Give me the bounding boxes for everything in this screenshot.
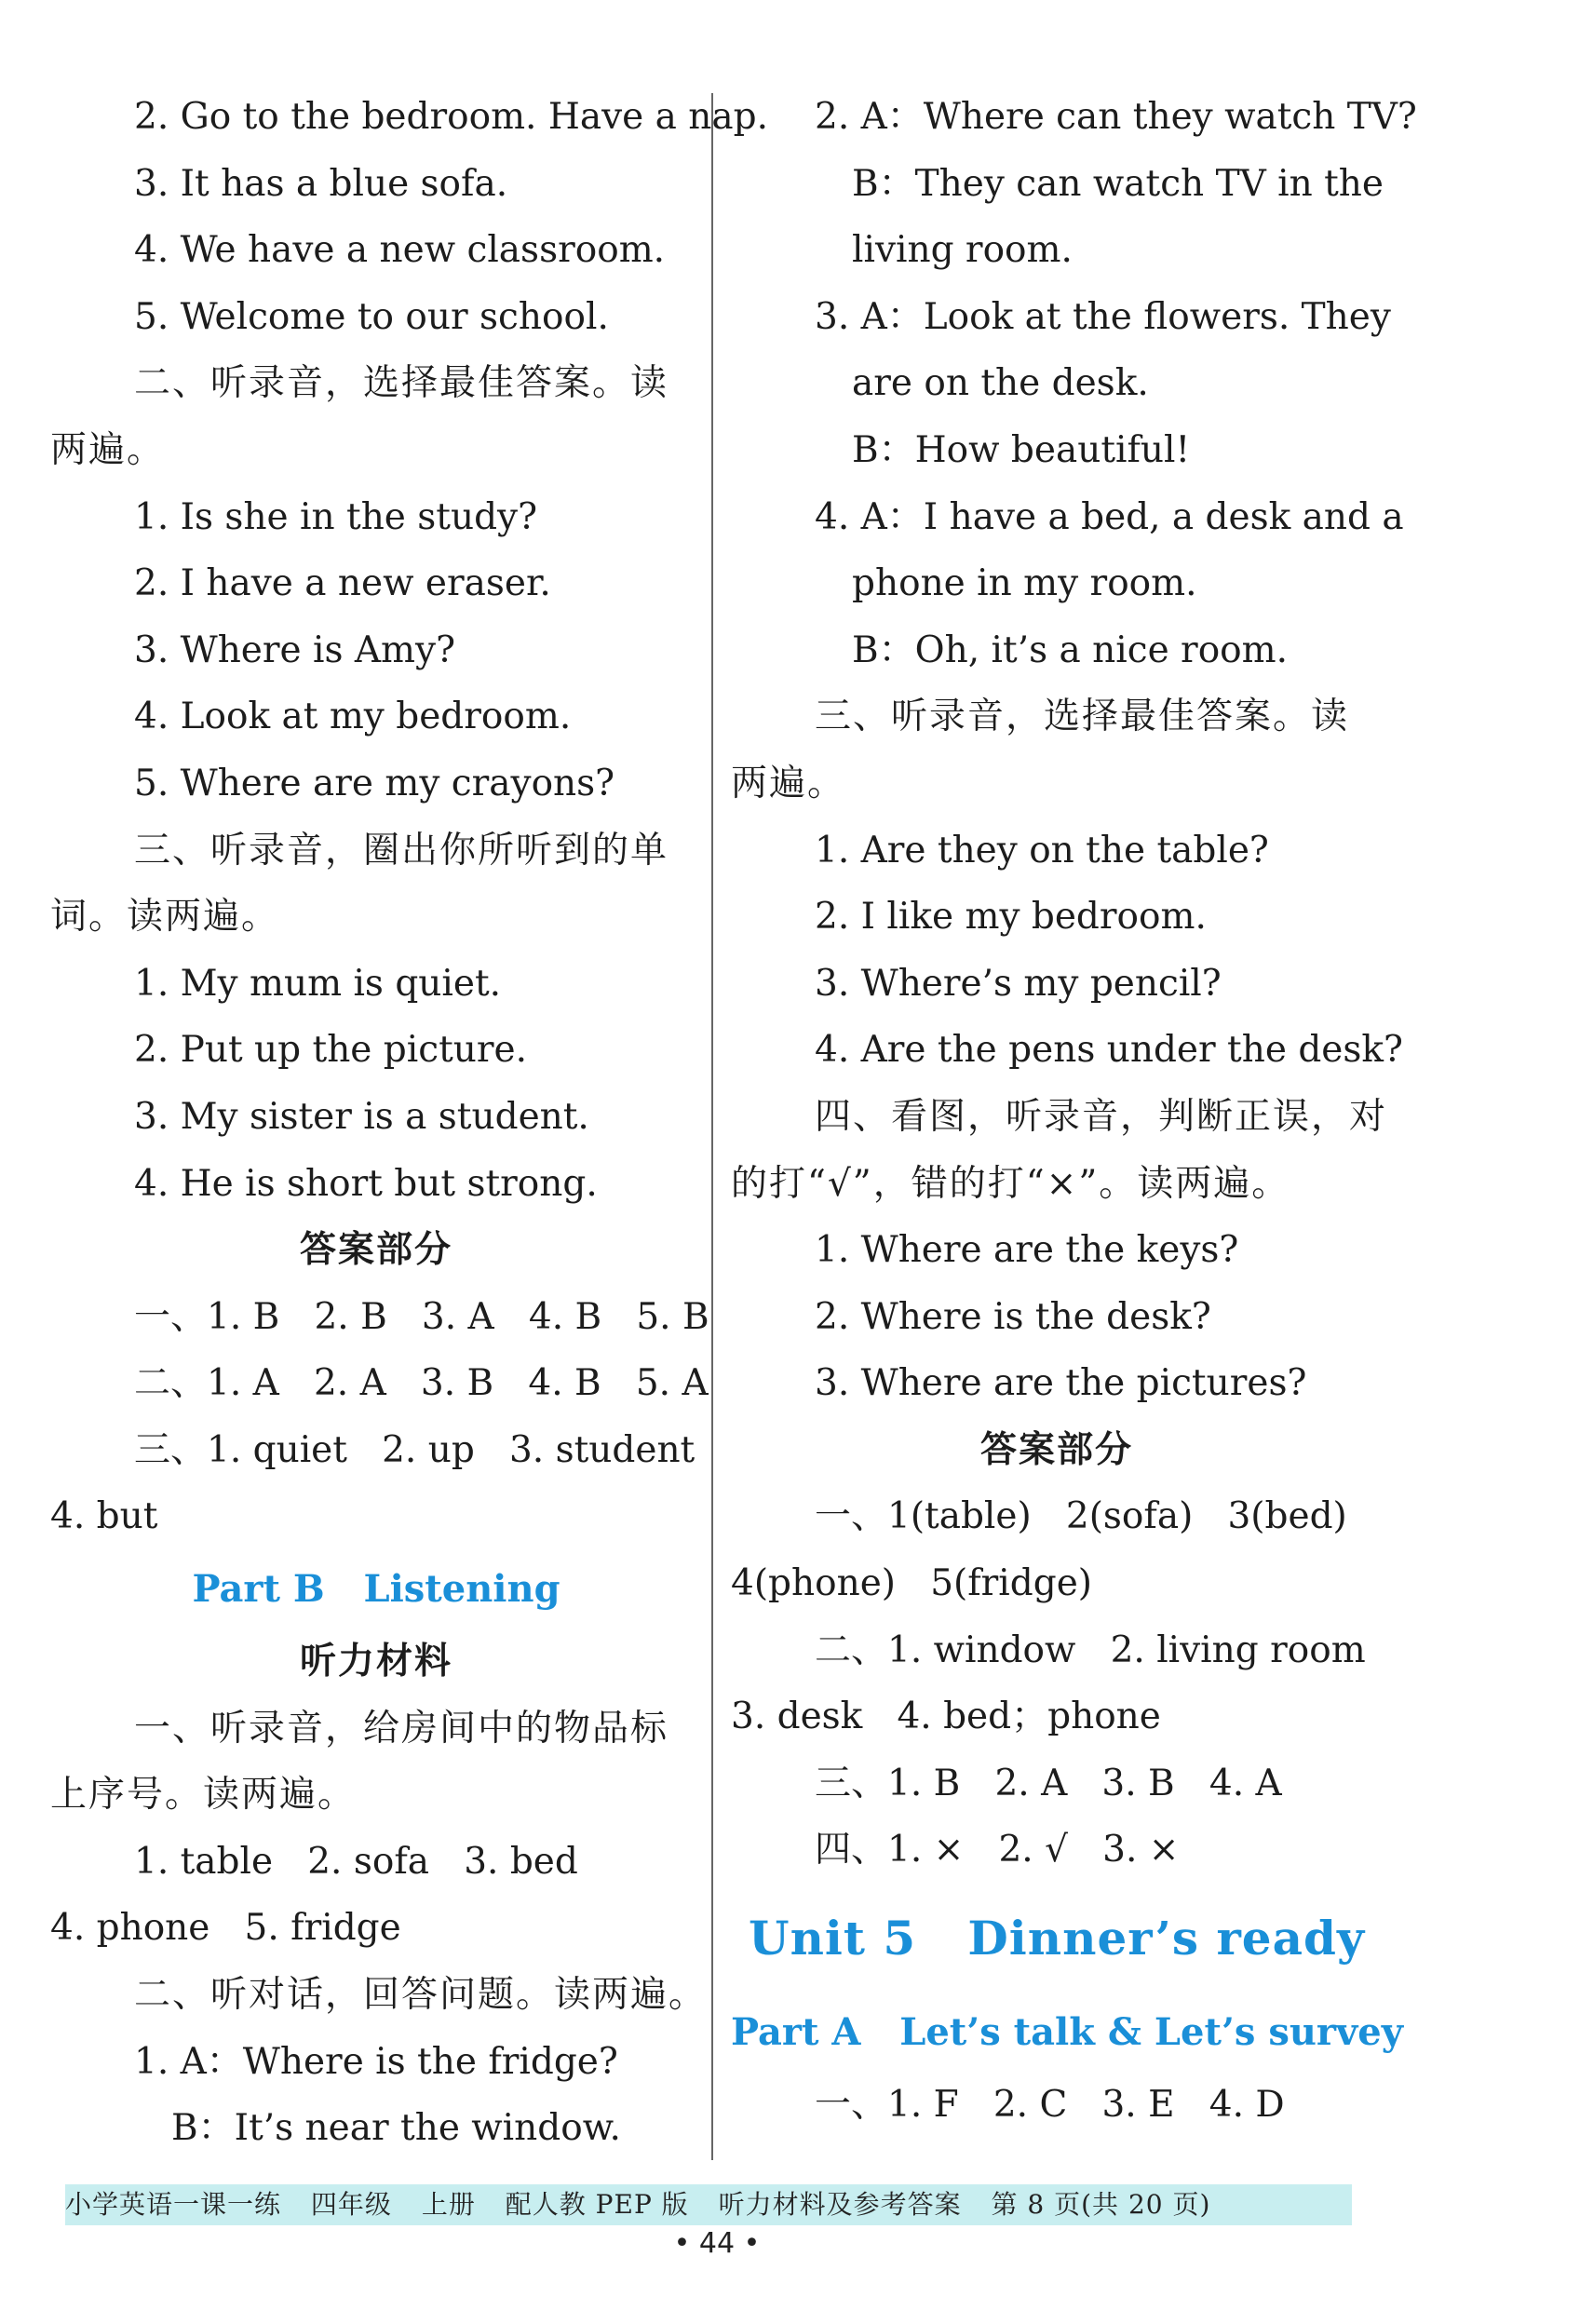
right-column [731, 84, 1417, 2139]
section-heading-cont: 的打“√”，错的打“×”。读两遍。 [731, 1162, 1290, 1205]
section-heading-cont: 两遍。 [50, 428, 166, 471]
dialogue-line: 1. A：Where is the fridge? [134, 2040, 618, 2083]
text-line: 2. Put up the picture. [134, 1029, 527, 1072]
section-heading-cont: 词。读两遍。 [50, 896, 280, 939]
text-line: 4. We have a new classroom. [134, 229, 666, 272]
answers-title: 答案部分 [979, 1427, 1133, 1471]
text-line: 5. Where are my crayons? [134, 762, 615, 804]
dialogue-line: B：They can watch TV in the [852, 162, 1384, 205]
dialogue-line: phone in my room. [852, 562, 1197, 605]
dialogue-line: 2. A：Where can they watch TV? [815, 96, 1417, 138]
answer-line: 4. but [50, 1495, 158, 1538]
answer-line: 3. desk 4. bed；phone [731, 1696, 1161, 1738]
text-line: 4. phone 5. fridge [50, 1907, 401, 1950]
answer-line: 4(phone) 5(fridge) [731, 1562, 1093, 1605]
text-line: 4. Are the pens under the desk? [815, 1029, 1403, 1072]
answer-line: 四、1. × 2. √ 3. × [815, 1829, 1180, 1871]
text-line: 1. Where are the keys? [815, 1229, 1239, 1272]
text-line: 4. Look at my bedroom. [134, 696, 572, 738]
answer-line: 一、1. F 2. C 3. E 4. D [815, 2084, 1285, 2127]
dialogue-line: B：It’s near the window. [171, 2107, 621, 2150]
section-heading: 三、听录音，圈出你所听到的单 [134, 829, 669, 872]
text-line: 5. Welcome to our school. [134, 295, 609, 338]
dialogue-line: are on the desk. [852, 362, 1149, 405]
left-column [50, 84, 768, 2162]
dialogue-line: living room. [852, 229, 1073, 272]
section-heading: 四、看图，听录音，判断正误，对 [815, 1095, 1388, 1138]
section-heading-cont: 上序号。读两遍。 [50, 1774, 357, 1817]
text-line: 3. Where’s my pencil? [815, 962, 1222, 1005]
answer-line: 一、1. B 2. B 3. A 4. B 5. B [134, 1295, 709, 1338]
part-a-heading: Part A Let’s talk & Let’s survey [731, 2010, 1403, 2055]
text-line: 3. Where is Amy? [134, 628, 455, 671]
text-line: 1. Are they on the table? [815, 829, 1269, 872]
text-line: 1. table 2. sofa 3. bed [134, 1840, 578, 1883]
answer-line: 三、1. B 2. A 3. B 4. A [815, 1762, 1282, 1804]
footer-grade: 四年级 [310, 2189, 392, 2220]
page-number: • 44 • [673, 2227, 761, 2260]
dialogue-line: B：Oh, it’s a nice room. [852, 628, 1289, 671]
section-heading: 二、听对话，回答问题。读两遍。 [134, 1974, 708, 2017]
text-line: 3. Where are the pictures? [815, 1362, 1307, 1405]
answer-line: 二、1. window 2. living room [815, 1628, 1366, 1671]
section-heading-cont: 两遍。 [731, 762, 846, 804]
answer-line: 一、1(table) 2(sofa) 3(bed) [815, 1495, 1347, 1538]
text-line: 2. Go to the bedroom. Have a nap. [134, 96, 768, 138]
answer-line: 三、1. quiet 2. up 3. student [134, 1428, 695, 1471]
text-line: 2. I have a new eraser. [134, 562, 551, 605]
text-line: 3. It has a blue sofa. [134, 162, 508, 205]
text-line: 4. He is short but strong. [134, 1162, 598, 1205]
footer-bar [65, 2184, 1352, 2225]
dialogue-line: 4. A：I have a bed, a desk and a [815, 495, 1404, 538]
answer-line: 二、1. A 2. A 3. B 4. B 5. A [134, 1362, 709, 1405]
text-line: 1. My mum is quiet. [134, 962, 502, 1005]
text-line: 1. Is she in the study? [134, 495, 537, 538]
text-line: 2. I like my bedroom. [815, 896, 1207, 939]
text-line: 2. Where is the desk? [815, 1295, 1211, 1338]
dialogue-line: B：How beautiful! [852, 428, 1191, 471]
footer-edition: 配人教 PEP 版 [505, 2189, 689, 2220]
section-heading: 二、听录音，选择最佳答案。读 [134, 362, 669, 405]
listening-title: 听力材料 [299, 1640, 452, 1683]
footer-page-of: 第 8 页(共 20 页) [991, 2189, 1211, 2220]
footer-book: 小学英语一课一练 [65, 2189, 282, 2220]
text-line: 3. My sister is a student. [134, 1095, 589, 1138]
unit-heading: Unit 5 Dinner’s ready [748, 1911, 1366, 1966]
dialogue-line: 3. A：Look at the flowers. They [815, 295, 1391, 338]
footer-section: 听力材料及参考答案 [718, 2189, 962, 2220]
answers-title: 答案部分 [299, 1228, 452, 1272]
part-b-heading: Part B Listening [192, 1567, 560, 1612]
section-heading: 一、听录音，给房间中的物品标 [134, 1707, 669, 1750]
section-heading: 三、听录音，选择最佳答案。读 [815, 696, 1350, 738]
column-divider [711, 93, 713, 2160]
footer-volume: 上册 [421, 2189, 476, 2220]
